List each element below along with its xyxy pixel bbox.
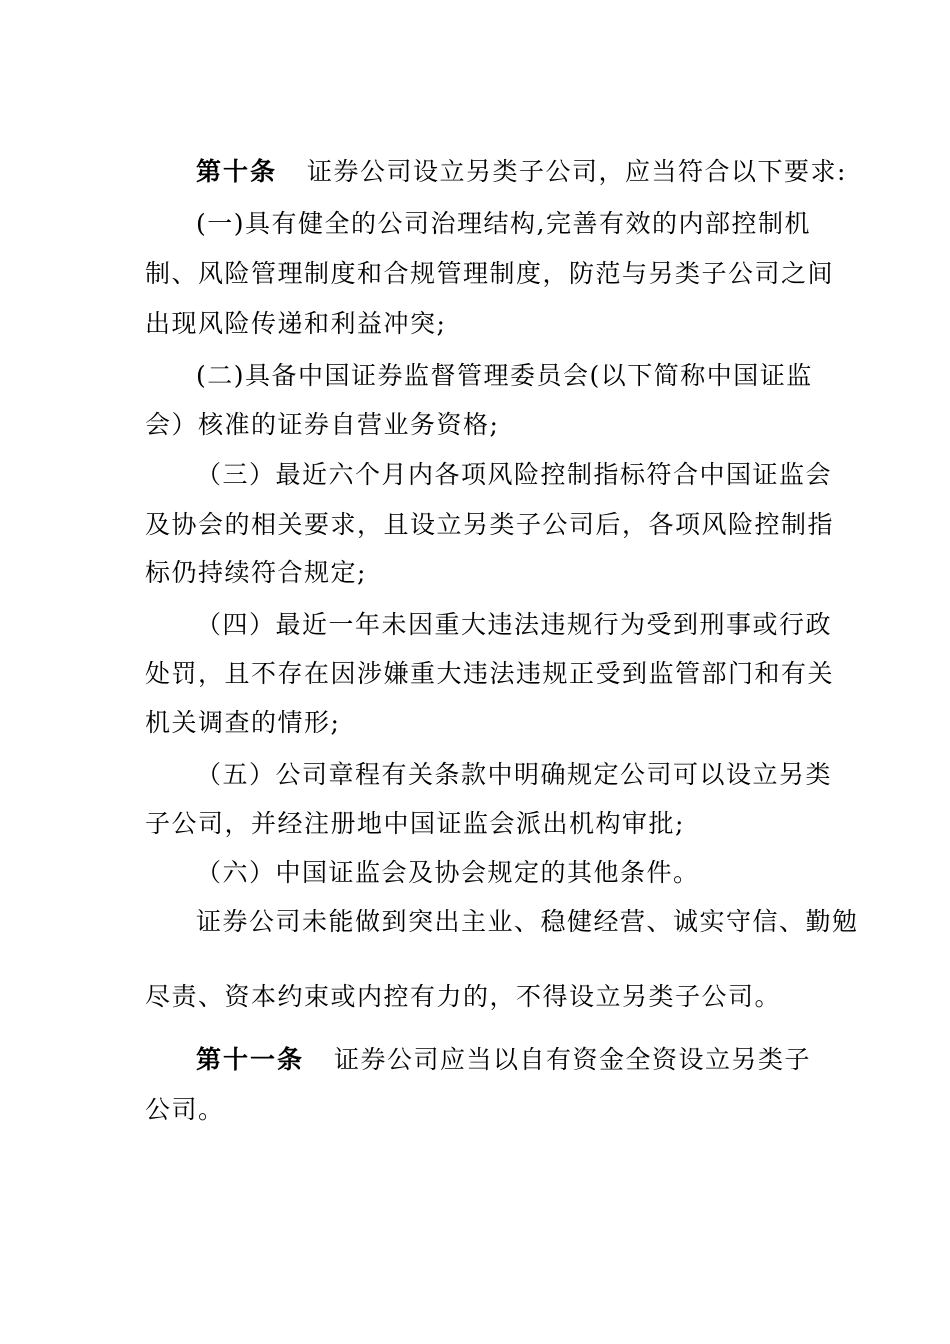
item-1-line-2: 制、风险管理制度和合规管理制度，防范与另类子公司之间: [145, 259, 835, 288]
item-4-line-2: 处罚，且不存在因涉嫌重大违法违规正受到监管部门和有关: [145, 659, 835, 688]
item-2-line-1: (二)具备中国证券监督管理委员会(以下简称中国证监: [196, 361, 813, 390]
article-11-line-2: 公司。: [145, 1095, 225, 1124]
item-5-line-1: （五）公司章程有关条款中明确规定公司可以设立另类: [196, 760, 833, 789]
item-3-line-3: 标仍持续符合规定;: [145, 558, 367, 587]
item-3-line-1: （三）最近六个月内各项风险控制指标符合中国证监会: [196, 460, 833, 489]
article-10-heading: [196, 152, 847, 192]
item-1-line-3: 出现风险传递和利益冲突;: [145, 309, 447, 338]
article-10-intro: 证券公司设立另类子公司，应当符合以下要求:: [307, 157, 847, 186]
item-1-line-1: (一)具有健全的公司治理结构,完善有效的内部控制机: [196, 209, 811, 238]
closing-line-1: 证券公司未能做到突出主业、稳健经营、诚实守信、勤勉: [196, 907, 859, 936]
closing-line-2: 尽责、资本约束或内控有力的，不得设立另类子公司。: [145, 982, 782, 1011]
item-4-line-3: 机关调查的情形;: [145, 708, 341, 737]
item-5-line-2: 子公司，并经注册地中国证监会派出机构审批;: [145, 809, 685, 838]
item-2-line-2: 会）核准的证券自营业务资格;: [145, 410, 500, 439]
item-6-line-1: （六）中国证监会及协会规定的其他条件。: [196, 858, 700, 887]
article-11-title: 第十一条: [196, 1045, 305, 1074]
article-10-title: 第十条: [196, 157, 278, 186]
article-11-line-1: 证券公司应当以自有资金全资设立另类子: [334, 1045, 812, 1074]
item-3-line-2: 及协会的相关要求，且设立另类子公司后，各项风险控制指: [145, 510, 835, 539]
item-4-line-1: （四）最近一年未因重大违法违规行为受到刑事或行政: [196, 610, 833, 639]
article-11-heading: [196, 1040, 816, 1080]
